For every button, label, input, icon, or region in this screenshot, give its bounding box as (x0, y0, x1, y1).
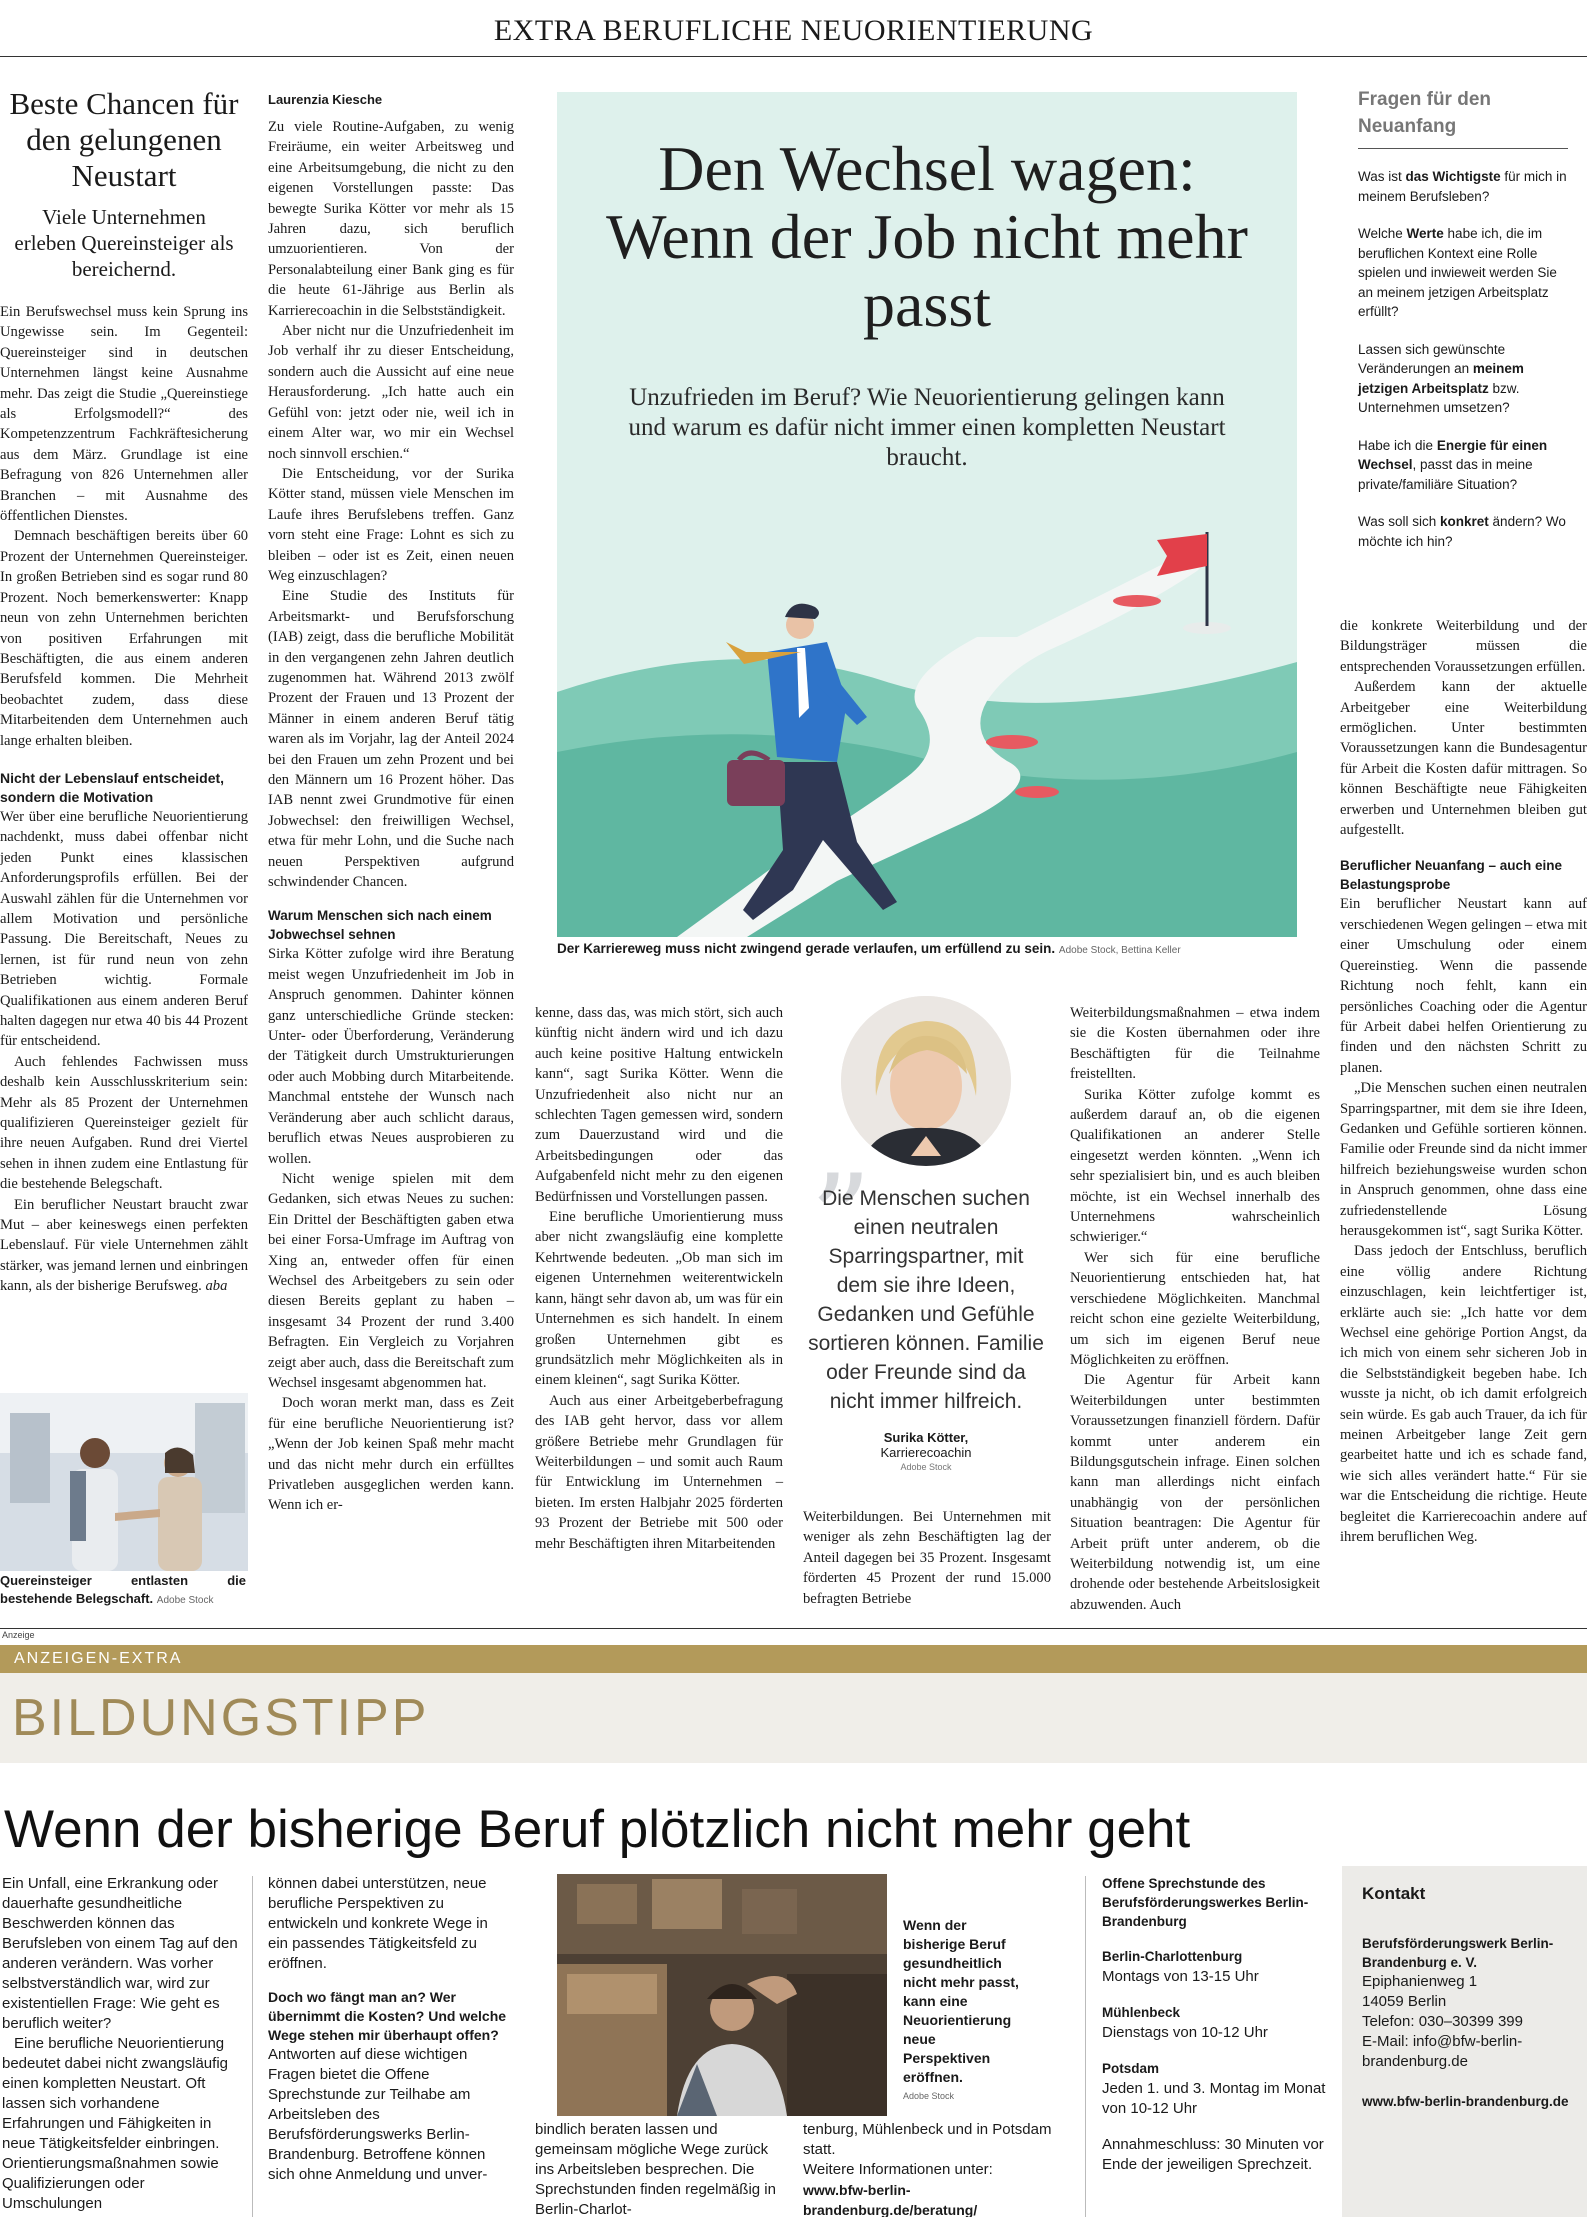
time-1: Montags von 13-15 Uhr (1102, 1968, 1259, 1985)
ad-col-divider-2 (1085, 1876, 1086, 2217)
quote-mark-icon: ” (810, 1150, 872, 1289)
col6-subhead: Beruflicher Neuanfang – auch eine Belastungsprobe (1340, 858, 1563, 893)
quote-name: Surika Kötter, (883, 1430, 969, 1445)
left-author-tag: aba (205, 1278, 228, 1295)
contact-city: 14059 Berlin (1362, 1993, 1447, 2010)
sidebar-title: Fragen für den Neuanfang (1358, 86, 1568, 149)
quote-credit: Adobe Stock (900, 1462, 952, 1472)
left-p3: Wer über eine berufliche Neuorientierung nachdenkt, muss dabei offenbar nicht jeden Punkt eines klassischen Anforderungsprofils erfüllen. Bei der Auswahl zählen für die Unternehmen vor allem Motivation und persönliche Passung. Die Bereitschaft, Neues zu lernen, ist für rund neun von zehn Betrieben wichtig. Formale Qualifikationen aus einem anderen Beruf halten dagegen nur etwa 40 bis 44 Prozent für entscheidend. (0, 808, 248, 1050)
contact-box (1342, 1866, 1587, 2217)
ad-col-divider-1 (252, 1876, 253, 2217)
column-3 (535, 1003, 783, 1554)
section-header: EXTRA BERUFLICHE NEUORIENTIERUNG (493, 14, 1094, 47)
col2-p2: Aber nicht nur die Unzufriedenheit im Job verhalf ihr zu dieser Entscheidung, sondern auch die Aussicht auf eine neue Herausforderung. „Ich hatte auch ein Gefühl von: jetzt oder nie, weil ich in einem Alter war, wo mir ein Wechsel noch sinnvoll erschien.“ (268, 323, 514, 462)
col2-p4: Eine Studie des Instituts für Arbeitsmarkt- und Berufsforschung (IAB) zeigt, dass die berufliche Mobilität in den vergangenen zehn Jahren deutlich zugenommen hat. Während 2013 zwölf Prozent der Frauen und 13 Prozent der Männer in einem anderen Beruf tätig waren als im Vorjahr, lag der Anteil 2024 bei den Frauen um zehn Prozent und bei den Männern um 16 Prozent höher. Das IAB nennt zwei Grundmotive für einen Jobwechsel: den freiwilligen Wechsel, etwa für mehr Lohn, und die Suche nach neuen Perspektiven aufgrund schwindender Chancen. (268, 588, 514, 891)
quote-role: Karrierecoachin (880, 1445, 972, 1460)
col6-p2: Außerdem kann der aktuelle Arbeitgeber eine Weiterbildung ermöglichen. Unter bestimmten Voraussetzungen kann die Bundesagentur für Arbeit die Kosten dafür mittragen. So können Beschäftigte neue Fähigkeiten erwerben und Unternehmen bleiben gut aufgestellt. (1340, 679, 1587, 839)
col6-p5: Dass jedoch der Entschluss, beruflich eine völlig andere Richtung einzuschlagen, kein leichtfertiger ist, erklärte auch sie: „Ich hatte vor dem Wechsel eine gehörige Portion Angst, da ich mich von einem sehr sicheren Job in die Selbstständigkeit begeben habe. Ich wusste ja nicht, ob ich damit erfolgreich sein würde. Es gab auch Trauer, da ich für meinen Arbeitgeber lange Zeit gern gearbeitet hatte und ich es schade fand, wie sich alles verändert hatte.“ Für sie war die Entscheidung die richtige. Heute begleitet die Karrierecoachin andere auf ihrem beruflichen Weg. (1340, 1243, 1587, 1546)
ad-headline: Wenn der bisherige Beruf plötzlich nicht mehr geht (4, 1800, 1191, 1859)
quote-text: Die Menschen suchen einen neutralen Sparringspartner, mit dem sie ihre Ideen, Gedanken und Gefühle sortieren können. Familie oder Freunde sind da nicht immer hilfreich. (808, 1187, 1044, 1413)
left-p5: Ein beruflicher Neustart braucht zwar Mut – aber keineswegs einen perfekten Lebenslauf. Für viele Unternehmen zählt stärker, was jemand lernen und einbringen kann, als der bisherige Berufsweg. (0, 1196, 248, 1295)
contact-org: Berufsförderungswerk Berlin-Brandenburg e. V. (1362, 1936, 1554, 1970)
time-3: Jeden 1. und 3. Montag im Monat von 10-12 Uhr (1102, 2080, 1326, 2117)
loc-3: Potsdam (1102, 2061, 1160, 2076)
ad-photo-caption: Wenn der bisherige Beruf gesundheitlich nicht mehr passt, kann eine Neuorientierung neue Perspektiven eröffnen. Adobe Stock (903, 1916, 1023, 2106)
hero-credit: Adobe Stock, Bettina Keller (1058, 945, 1181, 956)
question-4: Habe ich die Energie für einen Wechsel, passt das in meine private/familiäre Situation? (1358, 437, 1548, 492)
left-p4: Auch fehlendes Fachwissen muss deshalb kein Ausschlusskriterium sein: Mehr als 85 Prozent der Unternehmen qualifizieren Quereinsteiger gezielt für ihre neuen Aufgaben. Rund drei Viertel sehen in ihnen zudem eine Entlastung für die bestehende Belegschaft. (0, 1053, 248, 1193)
contact-phone[interactable]: Telefon: 030–30399 399 (1362, 2013, 1523, 2030)
questions-sidebar (1358, 86, 1568, 551)
col2-p3: Die Entscheidung, vor der Surika Kötter stand, müssen viele Menschen im Laufe ihres Berufslebens treffen. Ganz vorn steht eine Frage: Lohnt es sich zu bleiben – oder ist es Zeit, einen neuen Weg einzuschlagen? (268, 465, 514, 584)
ad-rule (0, 1628, 1587, 1629)
contact-email[interactable]: E-Mail: info@bfw-berlin-brandenburg.de (1362, 2033, 1523, 2070)
col3-p2: Eine berufliche Umorientierung muss aber nicht zwangsläufig eine komplette Kehrtwende bedeuten. „Ob man sich im eigenen Unternehmen weiterentwickeln kann, hängt sehr davon ab, um was für ein Unternehmen es sich handelt. In einem großen Unternehmen gibt es grundsätzlich mehr Möglichkeiten als in einem kleinen“, sagt Surika Kötter. (535, 1209, 783, 1389)
header-rule (0, 56, 1587, 57)
left-headline: Beste Chancen für den gelungenen Neustart (9, 86, 239, 193)
ad-c2: können dabei unterstützen, neue berufliche Perspektiven zu entwickeln und konkrete Wege in ein passendes Tätigkeitsfeld zu eröffnen. (268, 1875, 488, 1972)
col2-subhead: Warum Menschen sich nach einem Jobwechsel sehnen (268, 908, 492, 943)
col2-p7: Doch woran merkt man, dass es Zeit für eine berufliche Neuorientierung ist? „Wenn der Job keinen Spaß mehr macht und das nicht mehr durch ein erfülltes Privatleben ausgeglichen werden kann. Wenn ich er- (268, 1395, 514, 1514)
loc-1: Berlin-Charlottenburg (1102, 1949, 1243, 1964)
question-3: Lassen sich gewünschte Veränderungen an meinem jetzigen Arbeitsplatz bzw. Unternehmen umsetzen? (1358, 341, 1524, 415)
ad-c1b: Eine berufliche Neuorientierung bedeutet dabei nicht zwangsläufig einen kompletten Neustart. Oft lassen sich vorhandene Erfahrungen und Fähigkeiten in neue Tätigkeitsfelder einbringen. Orientierungsmaßnahmen sowie Qualifizierungen oder Umschulungen (2, 2035, 228, 2212)
left-p1: Ein Berufswechsel muss kein Sprung ins Ungewisse sein. Im Gegenteil: Quereinsteiger sind in deutschen Unternehmen längst keine Ausnahme mehr. Das zeigt die Studie „Quereinstiege als Erfolgsmodell?“ des Kompetenzzentrum Fachkräftesicherung aus dem März. Grundlage ist eine Befragung von 826 Unternehmen aller Branchen – mit Ausnahme des öffentlichen Dienstes. (0, 304, 248, 525)
contact-street: Epiphanienweg 1 (1362, 1973, 1478, 1990)
col3-p1: kenne, dass das, was mich stört, sich auch künftig nicht ändern wird und ich dazu auch keine positive Haltung entwickeln kann“, sagt Surika Kötter. Wenn die Unzufriedenheit also nicht nur an schlechten Tagen gemessen wird, sondern zum Dauerzustand wird und die Arbeitsbedingungen oder das Aufgabenfeld nicht mehr zu den eigenen Bedürfnissen und Vorstellungen passen. (535, 1005, 783, 1205)
col5-p2: Surika Kötter zufolge kommt es außerdem darauf an, ob die eigenen Qualifikationen an anderer Stelle eingesetzt werden könnten. „Wenn ich sehr spezialisiert bin, und es auch bleiben möchte, ist ein Wechsel innerhalb des Unternehmens wahrscheinlich schwieriger.“ (1070, 1086, 1320, 1246)
question-2: Welche Werte habe ich, die im beruflichen Kontext eine Rolle spielen und inwieweit werden Sie an meinem jetzigen Arbeitsplatz erfüllt? (1358, 226, 1557, 319)
ad-c1: Ein Unfall, eine Erkrankung oder dauerhafte gesundheitliche Beschwerden können das Berufsleben von einem Tag auf den anderen verändern. Was vorher selbstverständlich war, wird zur existentiellen Frage: Wie geht es beruflich weiter? (2, 1875, 238, 2032)
left-subhead: Nicht der Lebenslauf entscheidet, sondern die Motivation (0, 769, 225, 805)
col3-p3: Auch aus einer Arbeitgeberbefragung des IAB geht hervor, dass vor allem größere Betriebe mehr Grundlagen für Weiterbildungen – und somit auch Raum für Entwicklung im Unternehmen – bieten. Im ersten Halbjahr 2025 förderten 93 Prozent der Betriebe mit 500 oder mehr Beschäftigten ihren Mitarbeitenden (535, 1392, 783, 1552)
ad-col-4 (803, 2120, 1063, 2217)
times-title: Offene Sprechstunde des Berufsförderungswerkes Berlin-Brandenburg (1102, 1876, 1309, 1929)
main-deck: Unzufrieden im Beruf? Wie Neuorientierung gelingen kann und warum es dafür nicht immer einen kompletten Neustart braucht. (628, 384, 1226, 471)
left-article (0, 86, 248, 1297)
hero-caption: Der Karriereweg muss nicht zwingend gerade verlaufen, um erfüllend zu sein. Adobe Stock, Bettina Keller (557, 941, 1181, 956)
ad-band: ANZEIGEN-EXTRA (0, 1645, 1587, 1673)
col2-p1: Zu viele Routine-Aufgaben, zu wenig Freiräume, ein weiter Arbeitsweg und eine Arbeitsumgebung, die nicht zu den eigenen Vorstellungen passte: Das bewegte Surika Kötter vor mehr als 15 Jahren dazu, sich beruflich umzuorientieren. Von der Personalabteilung einer Bank ging es für die heute 61-Jährige aus Berlin als Karrierecoachin in die Selbstständigkeit. (268, 119, 514, 319)
left-deck: Viele Unternehmen erleben Quereinsteiger als bereichernd. (14, 205, 234, 281)
ad-url-link[interactable]: www.bfw-berlin-brandenburg.de/beratung/ (803, 2182, 978, 2217)
portrait-avatar (841, 996, 1011, 1166)
col5-p1: Weiterbildungsmaßnahmen – etwa indem sie die Kosten übernahmen oder ihre Beschäftigten für die Teilnahme freistellten. (1070, 1005, 1320, 1083)
ad-times (1102, 1874, 1332, 2175)
ad-c4: tenburg, Mühlenbeck und in Potsdam statt. (803, 2121, 1052, 2158)
col5-p4: Die Agentur für Arbeit kann Weiterbildungen unter bestimmten Voraussetzungen finanziell fördern. Dafür kommt unter anderem ein Bildungsgutschein infrage. Einen solchen kann man allerdings nicht einfach unabhängig von der persönlichen Situation beantragen: Die Agentur für Arbeit prüft unter anderem, ob die Weiterbildung notwendig ist, um eine drohende oder bestehende Arbeitslosigkeit abzuwenden. Auch (1070, 1372, 1320, 1613)
ad-col-1 (2, 1874, 246, 2214)
question-1: Was ist das Wichtigste für mich in meinem Berufsleben? (1358, 169, 1567, 204)
ad-c2b: Antworten auf diese wichtigen Fragen bietet die Offene Sprechstunde zur Teilhabe am Arbeitsleben des Berufsförderungswerks Berlin-Brandenburg. Betroffene können sich ohne Anmeldung und unver- (268, 2046, 488, 2183)
contact-title: Kontakt (1362, 1884, 1426, 1903)
quote-below-text: Weiterbildungen. Bei Unternehmen mit weniger als zehn Beschäftigten lag der Anteil dagegen bei 35 Prozent. Insgesamt förderten 45 Prozent der rund 15.000 befragten Betriebe (803, 1509, 1051, 1607)
col5-p3: Wer sich für eine berufliche Neuorientierung entschieden hat, hat verschiedene Möglichkeiten. Manchmal reicht schon eine gezielte Weiterbildung, um sich im eigenen Beruf neue Möglichkeiten zu eröffnen. (1070, 1249, 1320, 1368)
handshake-photo (0, 1393, 248, 1571)
workshop-photo (557, 1874, 887, 2116)
loc-2: Mühlenbeck (1102, 2005, 1181, 2020)
col2-p5: Sirka Kötter zufolge wird ihre Beratung meist wegen Unzufriedenheit im Job in Anspruch genommen. Dahinter können ganz unterschiedliche Gründe stecken: Unter- oder Überforderung, Veränderung der Tätigkeit durch Umstrukturierungen oder auch Mobbing durch Mitarbeitende. Manchmal entstehe der Wunsch nach Veränderung aber auch schlicht daraus, beruflich etwas Neues ausprobieren zu wollen. (268, 946, 514, 1167)
column-2 (268, 90, 514, 1516)
left-photo-credit: Adobe Stock (156, 1595, 214, 1606)
question-5: Was soll sich konkret ändern? Wo möchte ich hin? (1358, 514, 1566, 549)
ad-col-2 (268, 1874, 510, 2185)
ad-c2-question: Doch wo fängt man an? Wer übernimmt die Kosten? Und welche Wege stehen mir überhaupt offen? (268, 1989, 507, 2043)
time-2: Dienstags von 10-12 Uhr (1102, 2024, 1268, 2041)
ad-c4b: Weitere Informationen unter: (803, 2161, 993, 2178)
quote-box (802, 990, 1050, 1472)
ad-label: Anzeige (2, 1630, 35, 1640)
author-byline: Laurenzia Kiesche (268, 92, 383, 107)
left-photo-caption: Quereinsteiger entlasten die bestehende Belegschaft. Adobe Stock (0, 1573, 246, 1606)
col2-p6: Nicht wenige spielen mit dem Gedanken, sich etwas Neues zu suchen: Ein Drittel der Beschäftigten gaben etwa bei einer Forsa-Umfrage im Auftrag von Xing an, entweder offen für einen Wechsel des Arbeitgebers zu sein oder diesen Bereits geplant zu haben – insgesamt 34 Prozent der rund 3.400 Befragten. Ein Vergleich zu Vorjahren zeigt aber auch, dass die Bereitschaft zum Wechsel insgesamt abgenommen hat. (268, 1170, 514, 1391)
main-headline: Den Wechsel wagen: Wenn der Job nicht mehr passt (606, 133, 1248, 340)
col6-p4: „Die Menschen suchen einen neutralen Sparringspartner, mit dem sie ihre Ideen, Gedanken und Gefühle sortieren können. Familie oder Freunde sind da nicht immer hilfreich beziehungsweise wurden schon in Anspruch genommen, ohne dass eine zufriedenstellende Lösung herausgekommen ist“, sagt Surika Kötter. (1340, 1080, 1587, 1239)
col6-p1: die konkrete Weiterbildung und der Bildungsträger müssen die entsprechenden Voraussetzungen erfüllen. (1340, 618, 1587, 675)
ad-kicker: BILDUNGSTIPP (0, 1673, 1587, 1763)
column-6 (1340, 616, 1587, 1547)
ad-photo-credit: Adobe Stock (903, 2091, 955, 2101)
left-p2: Demnach beschäftigen bereits über 60 Prozent der Unternehmen Quereinsteiger. In großen Betrieben sind es sogar rund 80 Prozent. Noch bemerkenswerter: Knapp neun von zehn Unternehmen berichten von positiven Erfahrungen mit Beschäftigten, die aus einem anderen Berufsfeld kommen. Die Mehrheit beobachtet zudem, dass diese Mitarbeitenden dem Unternehmen auch lange erhalten bleiben. (0, 528, 248, 749)
col6-p3: Ein beruflicher Neustart kann auf verschiedenen Wegen gelingen – etwa mit einer Umschulung oder einem Quereinstieg. Wenn die passende Richtung noch fehlt, kann ein persönliches Coaching oder die Agentur für Arbeit dabei helfen Orientierung zu finden und den nächsten Schritt zu planen. (1340, 896, 1587, 1076)
deadline: Annahmeschluss: 30 Minuten vor Ende der jeweiligen Sprechzeit. (1102, 2136, 1324, 2173)
ad-col-3: bindlich beraten lassen und gemeinsam mögliche Wege zurück ins Arbeitsleben besprechen. Die Sprechstunden finden regelmäßig in Berlin-Charlot- (535, 2121, 776, 2217)
contact-web-link[interactable]: www.bfw-berlin-brandenburg.de (1362, 2094, 1569, 2109)
column-5 (1070, 1003, 1320, 1615)
